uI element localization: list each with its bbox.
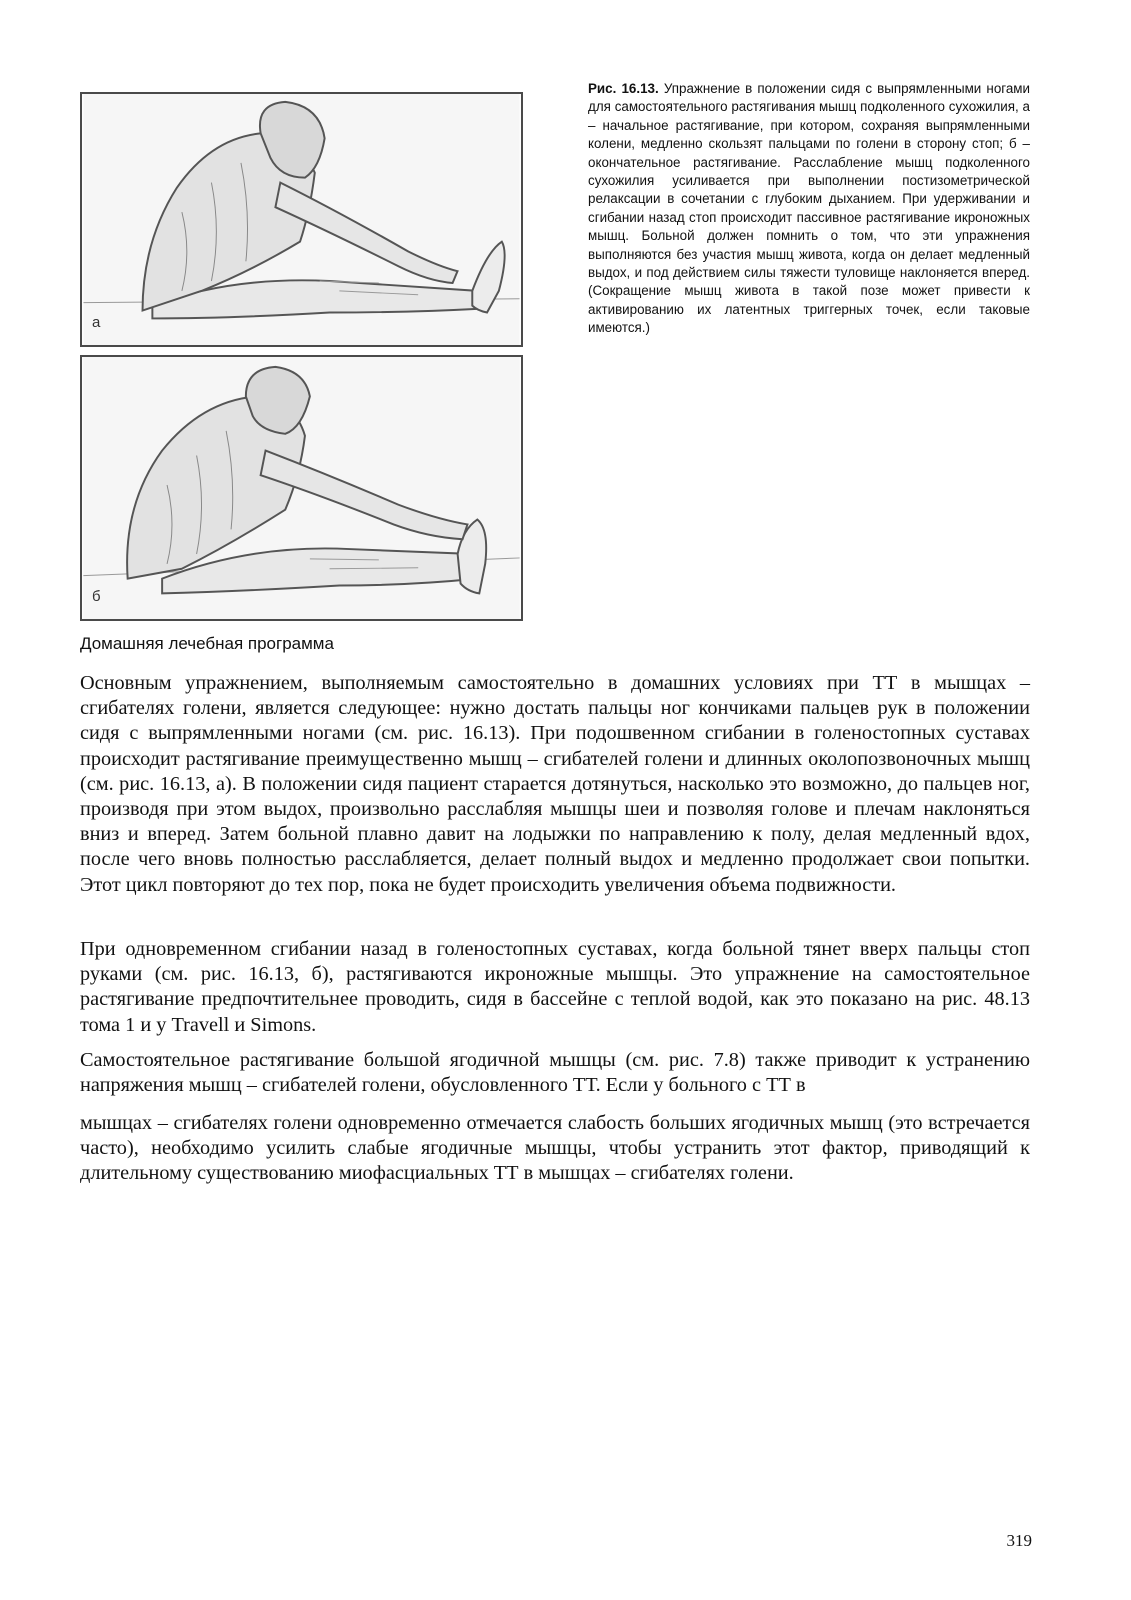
section-heading: Домашняя лечебная программа bbox=[80, 634, 334, 653]
figure-caption bbox=[588, 80, 1030, 338]
caption-text: Упражнение в положении сидя с выпрямленными ногами для самостоятельного растягивания мышц подколенного сухожилия, а – начальное растягивание, при котором, сохраняя выпрямленными колени, медленно скользят пальцами по голени в сторону стоп; б – окончательное растягивание. Расслабление мышц подколенного сухожилия усиливается при выполнении постизометрической релаксации в сочетании с глубоким дыханием. При удерживании и сгибании назад стоп происходит пассивное растягивание икроножных мышц. Больной должен помнить о том, что эти упражнения выполняются без участия мышц живота, когда он делает медленный выдох, и под действием силы тяжести туловище наклоняется вперед. (Сокращение мышц живота в такой позе может привести к активированию их латентных триггерных точек, если таковые имеются.) bbox=[588, 81, 1030, 336]
seated-stretch-start-illustration bbox=[82, 94, 521, 345]
body-paragraph: Основным упражнением, выполняемым самостоятельно в домашних условиях при ТТ в мышцах – сгибателях голени, является следующее: нужно достать пальцы ног кончиками пальцев рук в положении сидя с выпрямленными ногами (см. рис. 16.13). При подошвенном сгибании в голеностопных суставах происходит растягивание преимущественно мышц – сгибателей голени и длинных околопозвоночных мышц (см. рис. 16.13, а). В положении сидя пациент старается дотянуться, насколько это возможно, до пальцев ног, производя при этом выдох, произвольно расслабляя мышцы шеи и позволяя голове и плечам наклоняться вниз и вперед. Затем больной плавно давит на лодыжки по направлению к полу, делая медленный вдох, после чего вновь полностью расслабляется, делает полный выдох и медленно продолжает свои попытки. Этот цикл повторяют до тех пор, пока не будет происходить увеличения объема подвижности. bbox=[80, 672, 1030, 896]
body-paragraph: мышцах – сгибателях голени одновременно отмечается слабость больших ягодичных мышц (это встречается часто), необходимо усилить слабые ягодичные мышцы, чтобы устранить этот фактор, приводящий к длительному существованию миофасциальных ТТ в мышцах – сгибателях голени. bbox=[80, 1112, 1030, 1185]
body-paragraph: При одновременном сгибании назад в голеностопных суставах, когда больной тянет вверх пальцы стоп руками (см. рис. 16.13, б), растягиваются икроножные мышцы. Это упражнение на самостоятельное растягивание предпочтительнее проводить, сидя в бассейне с теплой водой, как это показано на рис. 48.13 тома 1 и у Travell и Simons. bbox=[80, 938, 1030, 1036]
figure-panel-b bbox=[80, 355, 523, 621]
figure-panel-a bbox=[80, 92, 523, 347]
seated-stretch-final-illustration bbox=[82, 357, 521, 619]
page-number: 319 bbox=[1006, 1531, 1032, 1550]
panel-letter: а bbox=[92, 314, 101, 331]
caption-label: Рис. 16.13. bbox=[588, 81, 659, 96]
body-paragraph: Самостоятельное растягивание большой ягодичной мышцы (см. рис. 7.8) также приводит к устранению напряжения мышц – сгибателей голени, обусловленного ТТ. Если у больного с ТТ в bbox=[80, 1049, 1030, 1097]
panel-letter: б bbox=[92, 588, 101, 605]
